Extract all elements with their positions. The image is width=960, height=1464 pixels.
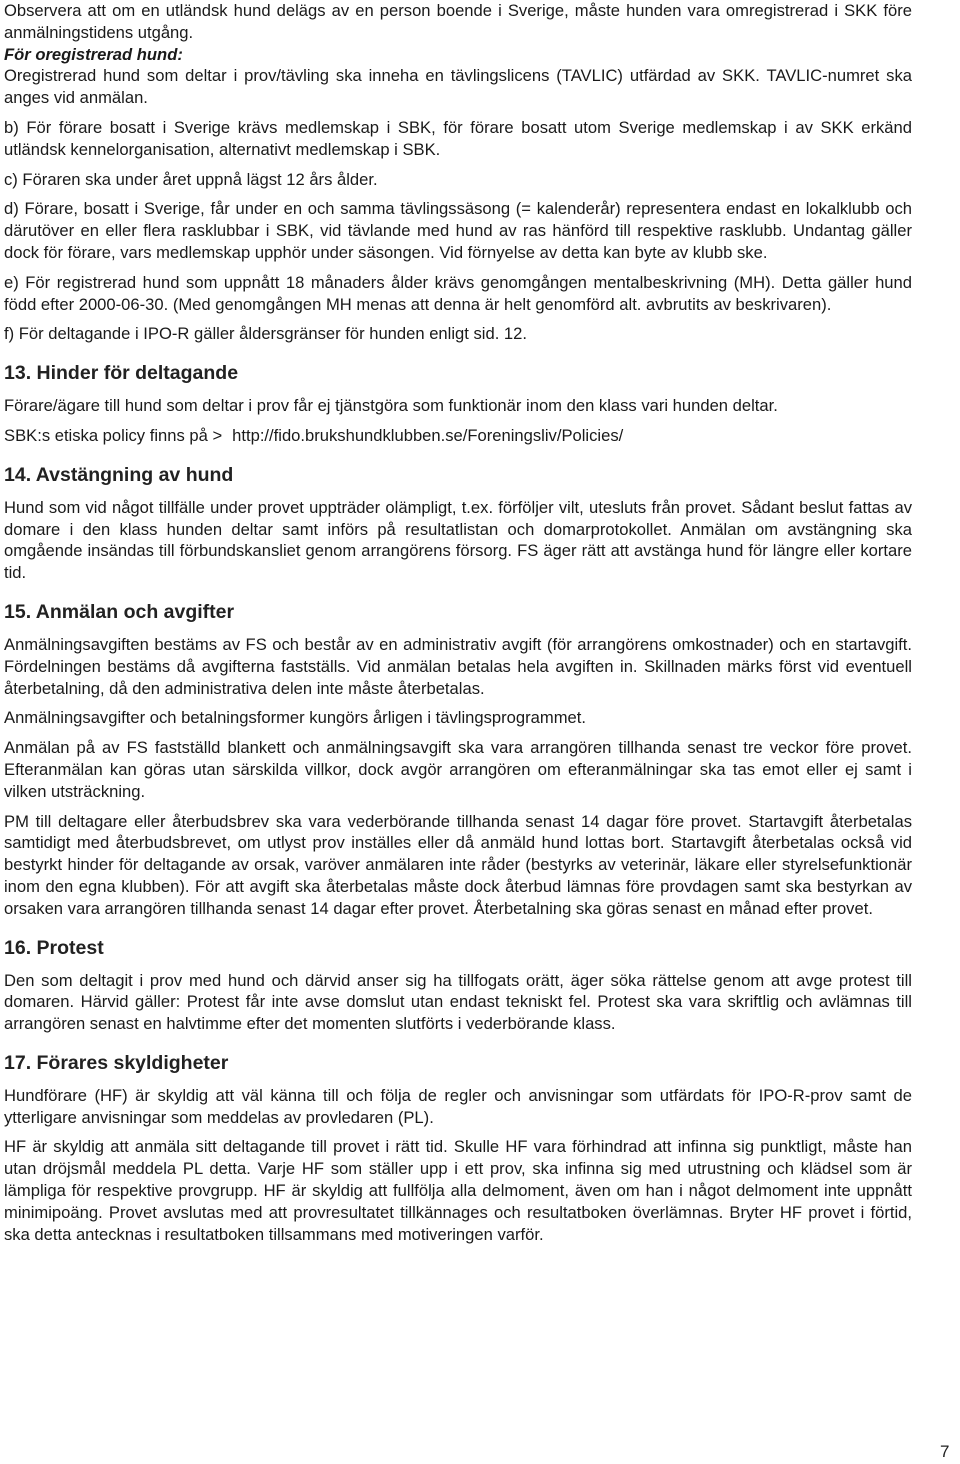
section-15-paragraph-4: PM till deltagare eller återbudsbrev ska vara vederbörande tillhanda senast 14 dagar före provet. Startavgift återbetalas samtidigt med återbudsbrevet, om utlyst prov inställes eller då anmäld hund lottas bort. Startavgift återbetalas också vid bestyrkt hinder för deltagande av orsak, varöver anmälaren inte råder (bestyrks av veterinär, läkare eller styrelsefunktionär inom den egna klubben). För att avgift ska återbetalas måste dock återbud lämnas före provdagen samt ska bestyrkan av orsaken vara arrangören tillhanda senast 14 dagar efter provet. Återbetalning ska göras senast en månad efter provet. xyxy=(4,811,912,918)
rule-d: d) Förare, bosatt i Sverige, får under en och samma tävlingssäsong (= kalenderår) representera endast en lokalklubb och därutöver en eller flera rasklubbar i SBK, vid tävlande med hund av ras hänförd till respektive rasklubb. Undantag gäller dock för förare, vars medlemskap upphör under säsongen. Vid förnyelse av detta kan byte av klubb ske. xyxy=(4,199,912,262)
section-13-heading: 13. Hinder för deltagande xyxy=(4,362,239,385)
unregistered-dog-title: För oregistrerad hund: xyxy=(4,44,183,64)
section-15-paragraph-2: Anmälningsavgifter och betalningsformer kungörs årligen i tävlingsprogrammet. xyxy=(4,708,586,728)
section-15-paragraph-3: Anmälan på av FS fastställd blankett och anmälningsavgift ska vara arrangören tillhanda senast tre veckor före provet. Efteranmälan kan göras utan särskilda villkor, dock avgör arrangören om efteranmälningar ska tas emot eller ej samt i vilken utsträckning. xyxy=(4,738,912,801)
section-15-paragraph-1: Anmälningsavgiften bestäms av FS och består av en administrativ avgift (för arrangörens omkostnader) och en startavgift. Fördelningen bestäms då avgifterna fastställs. Vid anmälan betalas hela avgiften in. Skillnaden märks först vid eventuell återbetalning, då den administrativa delen inte måste återbetalas. xyxy=(4,634,912,698)
section-15-heading: 15. Anmälan och avgifter xyxy=(4,600,235,623)
section-14-paragraph: Hund som vid något tillfälle under provet uppträder olämpligt, t.ex. förföljer vilt, utesluts från provet. Sådant beslut fattas av domare i den klass hunden deltar samt införs på resultatlistan och domarprotokollet. Anmälan om avstängning ska omgående insändas till förbundskansliet genom arrangörens försorg. FS äger rätt att avstänga hund för längre eller kortare tid. xyxy=(4,497,912,583)
page-number: 7 xyxy=(940,1442,950,1461)
section-13-paragraph: Förare/ägare till hund som deltar i prov får ej tjänstgöra som funktionär inom den klass vari hunden deltar. xyxy=(4,396,778,416)
intro-paragraph-2: Oregistrerad hund som deltar i prov/tävling ska inneha en tävlingslicens (TAVLIC) utfärdad av SKK. TAVLIC-numret ska anges vid anmälan. xyxy=(4,66,912,108)
policy-label: SBK:s etiska policy finns på > xyxy=(4,425,223,445)
policy-line xyxy=(4,425,912,447)
document-page xyxy=(4,0,912,1245)
section-16-heading: 16. Protest xyxy=(4,936,104,959)
rule-f: f) För deltagande i IPO-R gäller åldersgränser för hunden enligt sid. 12. xyxy=(4,324,527,344)
policy-link[interactable]: http://fido.brukshundklubben.se/Foreningsliv/Policies/ xyxy=(232,425,624,445)
rule-c: c) Föraren ska under året uppnå lägst 12 års ålder. xyxy=(4,169,378,189)
intro-paragraph-1: Observera att om en utländsk hund delägs av en person boende i Sverige, måste hunden vara omregistrerad i SKK före anmälningstidens utgång. xyxy=(4,1,912,42)
rule-e: e) För registrerad hund som uppnått 18 månaders ålder krävs genomgången mentalbeskrivning (MH). Detta gäller hund född efter 2000-06-30. (Med genomgången MH menas att denna är helt genomförd alt. avbrutits av beskrivaren). xyxy=(4,272,912,314)
section-16-paragraph: Den som deltagit i prov med hund och därvid anser sig ha tillfogats orätt, äger söka rättelse genom att avge protest till domaren. Härvid gäller: Protest får inte avse domslut utan endast tekniskt fel. Protest ska vara skriftlig och avlämnas till arrangören senast en halvtimme efter det momenten slutförts i vederbörande klass. xyxy=(4,970,912,1034)
section-17-heading: 17. Förares skyldigheter xyxy=(4,1051,229,1074)
section-17-paragraph-2: HF är skyldig att anmäla sitt deltagande till provet i rätt tid. Skulle HF vara förhindrad att infinna sig punktligt, måste han utan dröjsmål meddela PL detta. Varje HF som ställer upp i ett prov, ska infinna sig med utrustning och klädsel som är lämpliga för respektive provgrupp. HF är skyldig att fullfölja alla delmoment, även om han i något delmoment inte uppnått minimipoäng. Provet avslutas med att provresultatet tillkännages och resultatboken överlämnas. Bryter HF provet i förtid, ska detta antecknas i resultatboken tillsammans med motiveringen varför. xyxy=(4,1137,912,1244)
section-14-heading: 14. Avstängning av hund xyxy=(4,463,234,486)
rule-b: b) För förare bosatt i Sverige krävs medlemskap i SBK, för förare bosatt utom Sverige medlemskap i av SKK erkänd utländsk kennelorganisation, alternativt medlemskap i SBK. xyxy=(4,117,912,159)
section-17-paragraph-1: Hundförare (HF) är skyldig att väl känna till och följa de regler och anvisningar som utfärdats för IPO-R-prov samt de ytterligare anvisningar som meddelas av provledaren (PL). xyxy=(4,1085,912,1127)
